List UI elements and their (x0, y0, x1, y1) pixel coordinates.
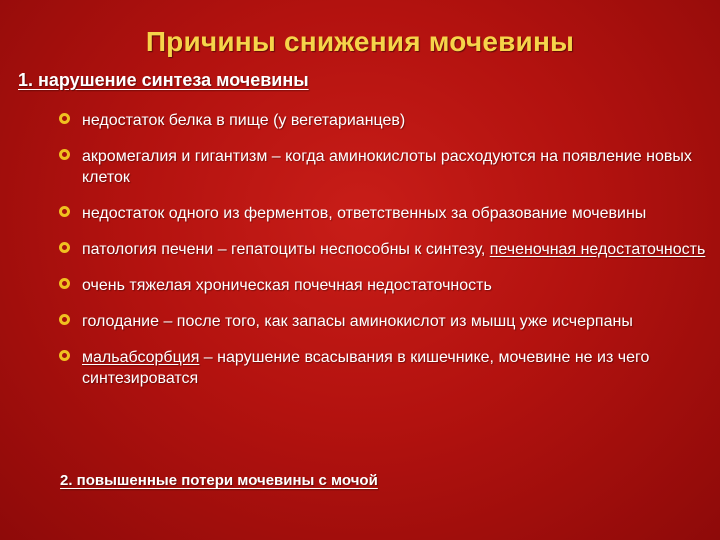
hyperlink-malabsorption[interactable]: мальабсорбция (82, 349, 200, 366)
list-item (58, 110, 708, 131)
ring-bullet-icon (59, 206, 70, 217)
ring-bullet-icon (59, 242, 70, 253)
hyperlink-liver-failure[interactable]: печеночная недостаточность (489, 241, 706, 258)
list-item-text: очень тяжелая хроническая почечная недостаточность (82, 277, 492, 294)
list-item-text: голодание – после того, как запасы аминокислот из мышц уже исчерпаны (82, 313, 633, 330)
list-item-text: акромегалия и гигантизм – когда аминокислоты расходуются на появление новых клеток (82, 148, 692, 186)
ring-bullet-icon (59, 314, 70, 325)
ring-bullet-icon (59, 350, 70, 361)
list-item (58, 146, 708, 188)
list-item (58, 275, 708, 296)
ring-bullet-icon (59, 149, 70, 160)
section-heading-1: 1. нарушение синтеза мочевины (18, 70, 309, 90)
section-heading-2-link[interactable]: 2. повышенные потери мочевины с мочой (60, 472, 378, 489)
ring-bullet-icon (59, 113, 70, 124)
list-item-text: недостаток одного из ферментов, ответственных за образование мочевины (82, 205, 647, 222)
list-item (58, 203, 708, 224)
slide-title: Причины снижения мочевины (145, 26, 575, 57)
list-item-text: патология печени – гепатоциты неспособны к синтезу, (82, 241, 490, 258)
list-item-text: недостаток белка в пище (у вегетарианцев) (82, 112, 406, 129)
list-item (58, 311, 708, 332)
bullet-list (58, 110, 708, 404)
list-item (58, 347, 708, 389)
list-item (58, 239, 708, 260)
list-item-text: – нарушение всасывания в кишечнике, мочевине не из чего синтезироватся (82, 349, 650, 387)
ring-bullet-icon (59, 278, 70, 289)
